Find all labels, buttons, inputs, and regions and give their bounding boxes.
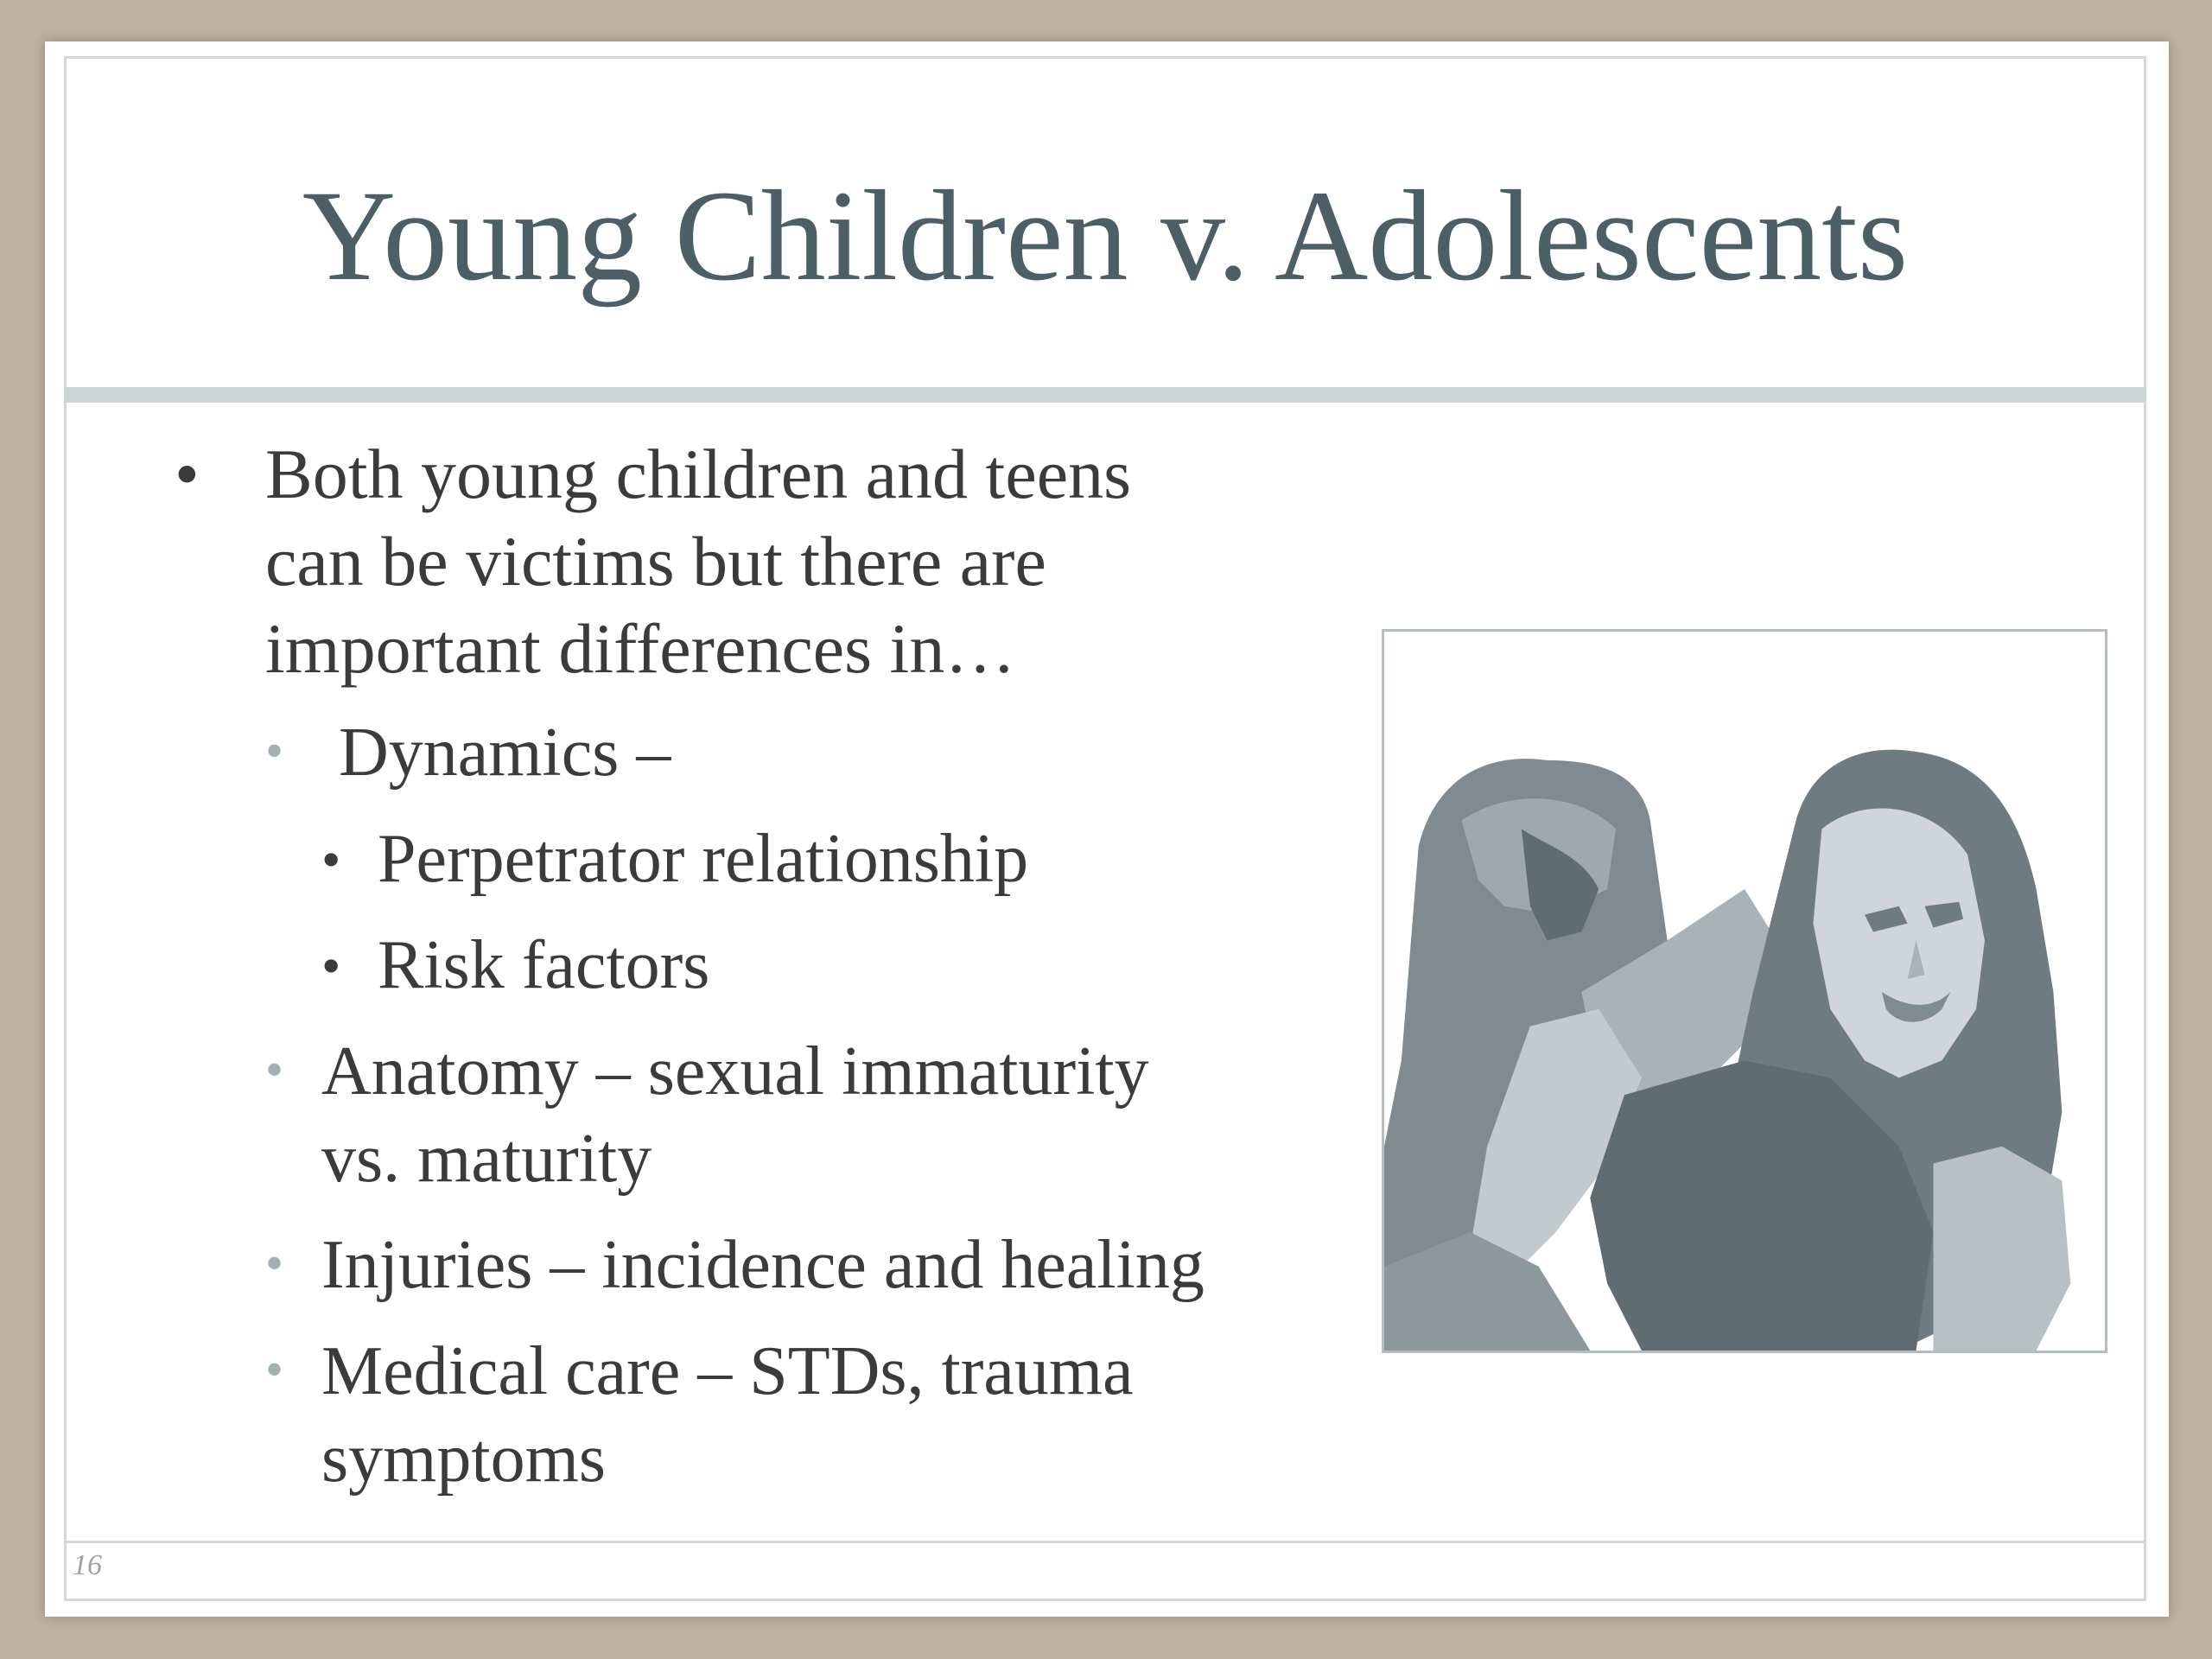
bullet-line: can be victims but there are [265, 522, 1046, 601]
sub-bullet-line: Medical care – STDs, trauma [321, 1333, 1134, 1409]
bullet-list [131, 430, 1341, 1503]
sub-bullet-anatomy [131, 1028, 1341, 1203]
sub-bullet-icon: • [265, 722, 284, 779]
sub-sub-bullet-risk [131, 922, 1341, 1009]
sub-bullet-line: Anatomy – sexual immaturity [321, 1033, 1149, 1109]
bullet-line: important differences in… [265, 609, 1016, 688]
bullet-icon: • [175, 435, 200, 513]
sub-bullet-line: Dynamics – [321, 715, 671, 791]
sub-sub-bullet-line: Risk factors [378, 927, 710, 1003]
title-divider [64, 387, 2146, 403]
sub-bullet-dynamics [131, 709, 1341, 797]
bullet-line: Both young children and teens [265, 435, 1132, 513]
sub-bullet-line: Injuries – incidence and healing [321, 1227, 1205, 1303]
sub-sub-bullet-line: Perpetrator relationship [378, 821, 1029, 897]
slide-title: Young Children v. Adolescents [302, 164, 1909, 308]
sub-sub-bullet-perpetrator [131, 816, 1341, 903]
sub-bullet-line: vs. maturity [321, 1121, 652, 1197]
illustration-graphic [1384, 632, 2105, 1351]
sub-bullet-icon: • [265, 1235, 284, 1292]
sub-sub-bullet-icon: • [321, 829, 341, 890]
footer-divider [64, 1541, 2146, 1543]
sub-bullet-icon: • [265, 1041, 284, 1098]
sub-bullet-icon: • [265, 1341, 284, 1398]
sub-sub-bullet-icon: • [321, 935, 341, 996]
illustration-two-girls [1382, 629, 2107, 1353]
slide [45, 41, 2169, 1617]
bullet-item-intro [131, 430, 1341, 692]
sub-bullet-medical [131, 1328, 1341, 1503]
page-number: 16 [73, 1549, 102, 1581]
sub-bullet-injuries [131, 1222, 1341, 1309]
sub-bullet-line: symptoms [321, 1421, 606, 1497]
